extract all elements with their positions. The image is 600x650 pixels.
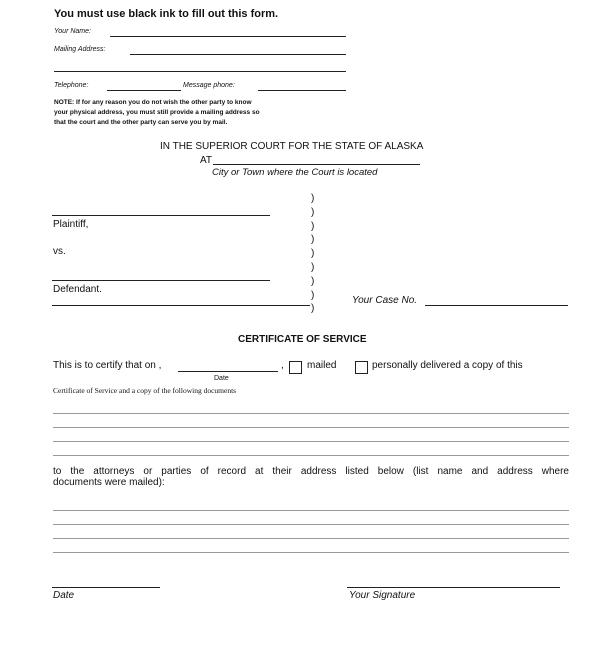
personally-delivered-checkbox[interactable] [355,361,368,374]
addresses-line-4[interactable] [53,552,569,553]
documents-line-3[interactable] [53,441,569,442]
signature-date-field[interactable] [52,587,160,588]
court-at-label: AT [200,155,213,166]
message-phone-label: Message phone: [183,82,235,89]
privacy-note [54,98,260,128]
signature-label: Your Signature [349,590,416,601]
message-phone-field[interactable] [258,90,346,91]
signature-field[interactable] [347,587,560,588]
caption-bracket: ) ) ) ) ) ) ) ) ) [311,193,315,315]
case-number-field[interactable] [425,305,568,306]
plaintiff-name-field[interactable] [52,215,270,216]
caption-bottom-rule [52,305,310,306]
your-name-field[interactable] [110,36,346,37]
certificate-title: CERTIFICATE OF SERVICE [238,334,367,345]
mailing-address-field-2[interactable] [54,71,346,72]
court-title: IN THE SUPERIOR COURT FOR THE STATE OF ALASKA [160,141,424,152]
documents-line-2[interactable] [53,427,569,428]
telephone-field[interactable] [107,90,181,91]
form-instruction: You must use black ink to fill out this form. [54,8,279,20]
case-number-label: Your Case No. [352,295,418,306]
telephone-label: Telephone: [54,82,89,89]
certify-comma: , [281,360,284,371]
signature-date-label: Date [53,590,75,601]
addresses-line-1[interactable] [53,510,569,511]
addresses-line-3[interactable] [53,538,569,539]
mailing-address-field[interactable] [130,54,346,55]
attorneys-text-line-1: to the attorneys or parties of record at their address listed below (list name and address where [53,466,569,477]
privacy-note-line-2: your physical address, you must still provide a mailing address so [54,109,260,116]
mailed-checkbox[interactable] [289,361,302,374]
certify-text: This is to certify that on , [53,360,162,371]
documents-line-1[interactable] [53,413,569,414]
documents-text: Certificate of Service and a copy of the following documents [53,386,237,395]
court-location-field[interactable] [213,164,420,165]
addresses-line-2[interactable] [53,524,569,525]
plaintiff-label: Plaintiff, [53,219,89,230]
court-location-caption: City or Town where the Court is located [212,167,378,178]
documents-line-4[interactable] [53,455,569,456]
defendant-name-field[interactable] [52,280,270,281]
your-name-label: Your Name: [54,28,91,35]
mailed-label: mailed [307,360,337,371]
attorneys-text [53,466,569,488]
personally-delivered-label: personally delivered a copy of this [372,360,523,371]
privacy-note-line-1: NOTE: If for any reason you do not wish the other party to know [54,99,252,106]
mailing-address-label: Mailing Address: [54,46,106,53]
privacy-note-line-3: that the court and the other party can serve you by mail. [54,119,228,126]
vs-label: vs. [53,246,66,257]
defendant-label: Defendant. [53,284,102,295]
service-date-field[interactable] [178,371,278,372]
attorneys-text-line-2: documents were mailed): [53,477,165,488]
date-caption: Date [214,375,229,382]
